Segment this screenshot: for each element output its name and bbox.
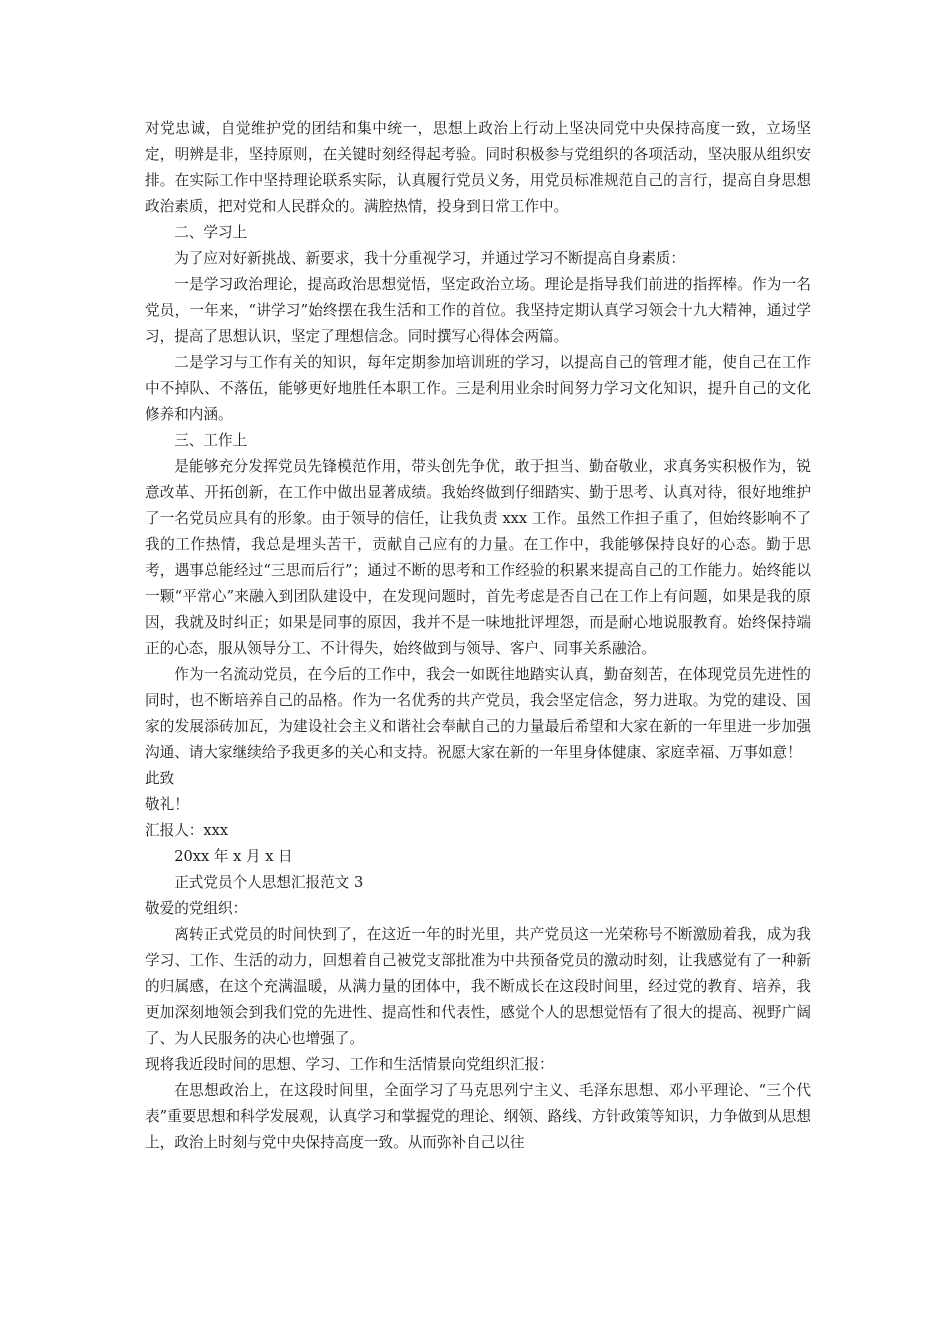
closing-respect: 敬礼！ — [145, 796, 189, 813]
closing-salutation: 此致 — [145, 770, 175, 787]
greeting: 敬爱的党组织： — [145, 900, 248, 917]
paragraph: 为了应对好新挑战、新要求，我十分重视学习，并通过学习不断提高自身素质： — [174, 250, 685, 267]
reporter-signature: 汇报人：xxx — [145, 822, 229, 839]
paragraph: 二是学习与工作有关的知识，每年定期参加培训班的学习，以提高自己的管理才能，使自己在工作中不掉队、不落伍，能够更好地胜任本职工作。三是利用业余时间努力学习文化知识，提升自己的文化修养和内涵。 — [145, 354, 811, 423]
section-heading: 二、学习上 — [174, 224, 248, 241]
paragraph: 离转正式党员的时间快到了，在这近一年的时光里，共产党员这一光荣称号不断激励着我，成为我学习、工作、生活的动力，回想着自己被党支部批准为中共预备党员的激动时刻，让我感觉有了一种新的归属感，在这个充满温暖，从满力量的团体中，我不断成长在这段时间里，经过党的教育、培养，我更加深刻地领会到我们党的先进性、提高性和代表性，感觉个人的思想觉悟有了很大的提高、视野广阔了、为人民服务的决心也增强了。 — [145, 926, 811, 1047]
paragraph: 在思想政治上，在这段时间里，全面学习了马克思列宁主义、毛泽东思想、邓小平理论、“三个代表”重要思想和科学发展观，认真学习和掌握党的理论、纲领、路线、方针政策等知识，力争做到从思想上，政治上时刻与党中央保持高度一致。从而弥补自己以往 — [145, 1082, 811, 1151]
paragraph: 一是学习政治理论，提高政治思想觉悟，坚定政治立场。理论是指导我们前进的指挥棒。作为一名党员，一年来，“讲学习”始终摆在我生活和工作的首位。我坚持定期认真学习领会十九大精神，通过学习，提高了思想认识，坚定了理想信念。同时撰写心得体会两篇。 — [145, 276, 811, 345]
paragraph: 对党忠诚，自觉维护党的团结和集中统一，思想上政治上行动上坚决同党中央保持高度一致，立场坚定，明辨是非，坚持原则，在关键时刻经得起考验。同时积极参与党组织的各项活动，坚决服从组织安排。在实际工作中坚持理论联系实际，认真履行党员义务，用党员标准规范自己的言行，提高自身思想政治素质，把对党和人民群众的。满腔热情，投身到日常工作中。 — [145, 120, 811, 215]
paragraph: 现将我近段时间的思想、学习、工作和生活情景向党组织汇报： — [145, 1056, 554, 1073]
document-body — [145, 116, 811, 1156]
document-title: 正式党员个人思想汇报范文 3 — [174, 874, 364, 891]
section-heading: 三、工作上 — [174, 432, 248, 449]
paragraph: 作为一名流动党员，在今后的工作中，我会一如既往地踏实认真，勤奋刻苦，在体现党员先进性的同时，也不断培养自己的品格。作为一名优秀的共产党员，我会坚定信念，努力进取。为党的建设、国家的发展添砖加瓦，为建设社会主义和谐社会奉献自己的力量最后希望和大家在新的一年里进一步加强沟通、请大家继续给予我更多的关心和支持。祝愿大家在新的一年里身体健康、家庭幸福、万事如意！ — [145, 666, 811, 761]
paragraph: 是能够充分发挥党员先锋模范作用，带头创先争优，敢于担当、勤奋敬业，求真务实积极作为，锐意改革、开拓创新，在工作中做出显著成绩。我始终做到仔细踏实、勤于思考、认真对待，很好地维护了一名党员应具有的形象。由于领导的信任，让我负责 xxx 工作。虽然工作担子重了，但始终影响不了我的工作热情，我总是埋头苦干，贡献自己应有的力量。在工作中，我能够保持良好的心态。勤于思考，遇事总能经过“三思而后行”；通过不断的思考和工作经验的积累来提高自己的工作能力。始终能以一颗“平常心”来融入到团队建设中，在发现问题时，首先考虑是否自己在工作上有问题，如果是我的原因，我就及时纠正；如果是同事的原因，我并不是一味地批评埋怨，而是耐心地说服教育。始终保持端正的心态，服从领导分工、不计得失，始终做到与领导、客户、同事关系融洽。 — [145, 458, 811, 657]
report-date: 20xx 年 x 月 x 日 — [174, 848, 293, 865]
